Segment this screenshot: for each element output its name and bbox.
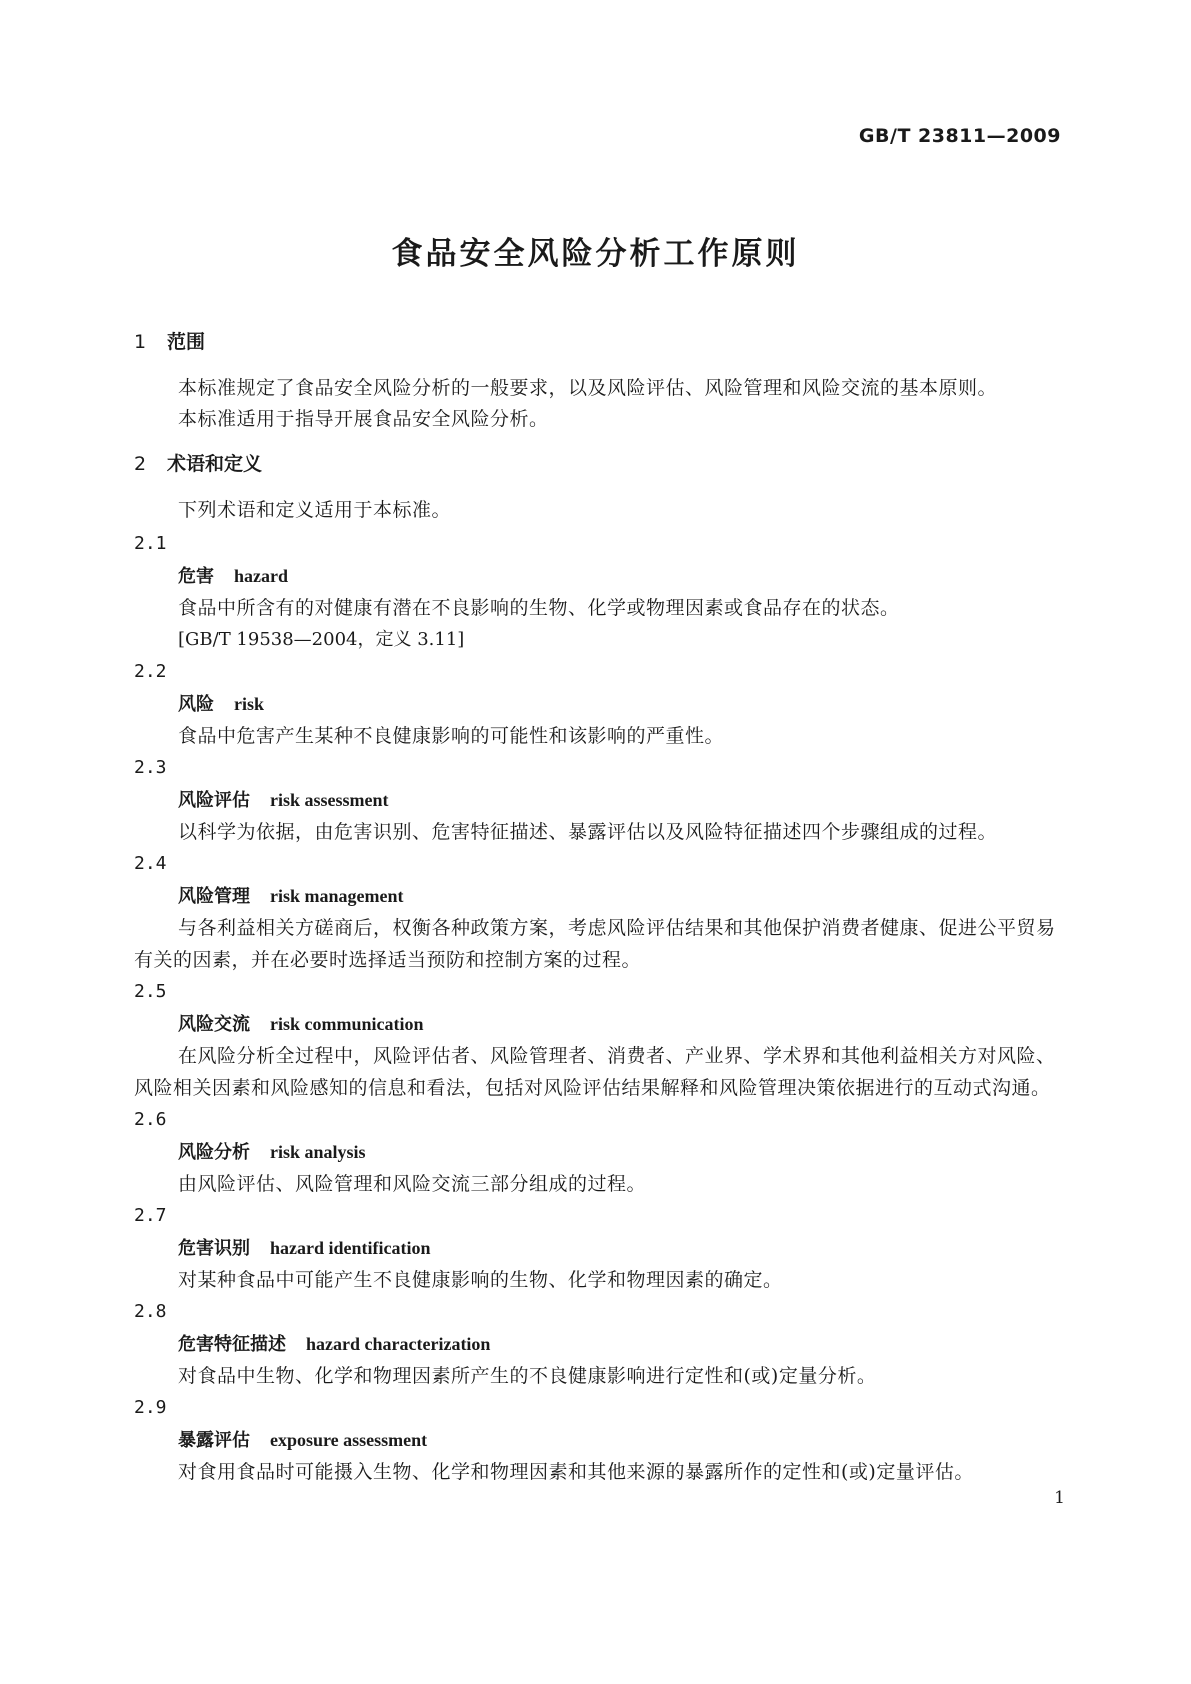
term-zh: 风险 (178, 694, 214, 715)
section-heading (134, 449, 1062, 479)
term-number: 2.9 (134, 1397, 167, 1418)
term-entry (134, 1296, 1062, 1392)
section-number: 1 (134, 331, 147, 353)
term-en: exposure assessment (270, 1430, 428, 1450)
term-definition: 对食品中生物、化学和物理因素所产生的不良健康影响进行定性和(或)定量分析。 (178, 1365, 877, 1387)
term-definition: 在风险分析全过程中，风险评估者、风险管理者、消费者、产业界、学术界和其他利益相关方对风险、风险相关因素和风险感知的信息和看法，包括对风险评估结果解释和风险管理决策依据进行的互动式沟通。 (134, 1045, 1056, 1099)
term-en: risk (234, 694, 265, 714)
term-zh: 危害特征描述 (178, 1334, 286, 1355)
term-zh: 风险分析 (178, 1142, 250, 1163)
section-heading (134, 327, 1062, 357)
term-entry (134, 528, 1062, 656)
term-entry (134, 848, 1062, 976)
term-zh: 危害识别 (178, 1238, 250, 1259)
term-en: hazard identification (270, 1238, 431, 1258)
term-en: risk communication (270, 1014, 424, 1034)
term-entry (134, 1200, 1062, 1296)
document-body (134, 327, 1062, 1488)
term-zh: 暴露评估 (178, 1430, 250, 1451)
section-title: 范围 (167, 331, 206, 353)
section-terms (134, 449, 1062, 1488)
term-entry (134, 976, 1062, 1104)
term-heading (134, 1232, 1062, 1264)
term-heading (134, 880, 1062, 912)
term-entry (134, 1104, 1062, 1200)
term-number: 2.2 (134, 661, 167, 682)
term-heading (134, 784, 1062, 816)
term-number: 2.5 (134, 981, 167, 1002)
term-en: risk analysis (270, 1142, 366, 1162)
term-number: 2.4 (134, 853, 167, 874)
term-zh: 风险评估 (178, 790, 250, 811)
term-en: hazard (234, 566, 288, 586)
section-title: 术语和定义 (167, 453, 263, 475)
term-en: risk management (270, 886, 404, 906)
term-entry (134, 1392, 1062, 1488)
term-definition: 食品中危害产生某种不良健康影响的可能性和该影响的严重性。 (178, 725, 725, 747)
term-definition: 与各利益相关方磋商后，权衡各种政策方案，考虑风险评估结果和其他保护消费者健康、促进公平贸易有关的因素，并在必要时选择适当预防和控制方案的过程。 (134, 917, 1056, 971)
paragraph: 本标准规定了食品安全风险分析的一般要求，以及风险评估、风险管理和风险交流的基本原则。 (178, 377, 998, 399)
term-number: 2.8 (134, 1301, 167, 1322)
term-heading (134, 560, 1062, 592)
paragraph: 本标准适用于指导开展食品安全风险分析。 (178, 408, 549, 430)
page-number: 1 (1054, 1488, 1065, 1508)
term-heading (134, 1328, 1062, 1360)
document-title: 食品安全风险分析工作原则 (391, 236, 800, 272)
term-number: 2.1 (134, 533, 167, 554)
term-number: 2.6 (134, 1109, 167, 1130)
term-entry (134, 752, 1062, 848)
term-en: risk assessment (270, 790, 389, 810)
standard-code: GB/T 23811—2009 (858, 125, 1061, 147)
term-definition: 以科学为依据，由危害识别、危害特征描述、暴露评估以及风险特征描述四个步骤组成的过程。 (178, 821, 998, 843)
term-definition: 对某种食品中可能产生不良健康影响的生物、化学和物理因素的确定。 (178, 1269, 783, 1291)
term-zh: 危害 (178, 566, 214, 587)
term-definition: 由风险评估、风险管理和风险交流三部分组成的过程。 (178, 1173, 647, 1195)
term-zh: 风险交流 (178, 1014, 250, 1035)
term-definition: 食品中所含有的对健康有潜在不良影响的生物、化学或物理因素或食品存在的状态。 (178, 597, 900, 619)
term-number: 2.3 (134, 757, 167, 778)
term-entry (134, 656, 1062, 752)
term-definition: 对食用食品时可能摄入生物、化学和物理因素和其他来源的暴露所作的定性和(或)定量评估。 (178, 1461, 974, 1483)
term-heading (134, 1136, 1062, 1168)
term-heading (134, 1008, 1062, 1040)
term-source: [GB/T 19538—2004，定义 3.11] (178, 629, 465, 650)
term-number: 2.7 (134, 1205, 167, 1226)
term-heading (134, 1424, 1062, 1456)
section-number: 2 (134, 453, 147, 475)
section-intro: 下列术语和定义适用于本标准。 (178, 499, 452, 521)
term-en: hazard characterization (306, 1334, 491, 1354)
section-scope (134, 327, 1062, 435)
term-zh: 风险管理 (178, 886, 250, 907)
term-heading (134, 688, 1062, 720)
